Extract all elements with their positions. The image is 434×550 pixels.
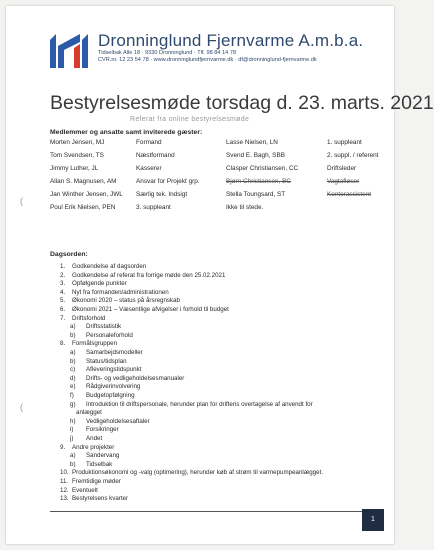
guest-name-2: Ikke til stede. [226, 204, 264, 211]
agenda-item-text: Eventuelt [72, 486, 98, 494]
agenda-item-text: anlægget [76, 409, 102, 417]
guest-name-2: Clasper Christiansen, CC [226, 165, 299, 172]
guest-row [6, 152, 394, 164]
guest-row [6, 139, 394, 151]
agenda-item-text: Andet [86, 435, 103, 442]
agenda-item-number: 1. [60, 263, 66, 270]
page-number: 1 [362, 509, 384, 531]
guest-row [6, 165, 394, 177]
guest-name: Allan S. Magnusen, AM [50, 178, 117, 185]
guest-row [6, 204, 394, 216]
agenda-item-text: Rådgiverinvolvering [86, 383, 141, 391]
agenda-item-number: b) [70, 331, 76, 339]
agenda-item-number: 11. [60, 478, 69, 485]
address-line-1: Tidselbak Alle 18 · 9330 Dronninglund · Tlf. 98 84 14 78 [98, 50, 237, 56]
agenda-item-number: 2. [60, 271, 66, 279]
agenda-item-number: b) [70, 357, 76, 365]
agenda-item-text: Tidselbak [86, 460, 113, 468]
agenda-item-text: Opfølgende punkter [72, 280, 127, 288]
agenda-item-text: Introduktion til driftspersonale, herunder plan for driftens overtagelse af anvendt for [86, 400, 313, 408]
agenda-item-text: Forsikringer [86, 426, 119, 434]
guest-row [6, 191, 394, 203]
guest-role: Ansvar for Projekt grp. [136, 178, 200, 185]
agenda-item-text: Driftsstatistik [86, 323, 122, 331]
agenda-item-number: g) [70, 400, 76, 408]
guest-name-2: Lasse Nielsen, LN [226, 139, 278, 146]
guests-heading: Medlemmer og ansatte samt inviterede gæster: [50, 129, 203, 136]
agenda-item-text: Godkendelse af referat fra forrige møde den 25.02.2021 [72, 271, 226, 279]
agenda-item-text: Økonomi 2020 – status på årsregnskab [72, 297, 181, 305]
agenda-item-text: Sandervang [86, 452, 120, 460]
agenda-item-text: Status/tidsplan [86, 357, 127, 365]
agenda-heading: Dagsorden: [50, 251, 88, 258]
guest-name: Tom Svendsen, TS [50, 152, 104, 159]
agenda-item-number: a) [70, 323, 76, 331]
agenda-item-text: Produktionsøkonomi og -valg (optimering), herunder køb af strøm til varmepumpeanlægget. [72, 469, 324, 477]
agenda-item-number: d) [70, 374, 76, 382]
guest-name-2: Svend E. Bagh, SBB [226, 152, 285, 159]
company-logo [50, 34, 88, 68]
agenda-item-number: a) [70, 452, 76, 460]
agenda-item-text: Driftsforhold [72, 314, 106, 322]
agenda-item-text: Andre projekter [72, 443, 115, 451]
guest-name-2-struck: Bjørn Christiansen, BC [226, 178, 291, 185]
margin-mark: ( [20, 402, 23, 412]
agenda-item-text: Budgetopfølgning [86, 392, 135, 399]
agenda-item-text: Samarbejdsmodeller [86, 349, 143, 356]
logo-bar-red [74, 44, 80, 68]
company-name: Dronninglund Fjernvarme A.m.b.a. [98, 31, 364, 50]
guest-role-2-struck: Kontorassistent [327, 191, 372, 198]
agenda-item-number: 13. [60, 495, 69, 503]
guest-role-2: Driftsleder [327, 165, 357, 172]
agenda-item-text: Godkendelse af dagsorden [72, 263, 147, 270]
document-page [6, 6, 434, 544]
agenda-item-number: h) [70, 417, 76, 425]
margin-mark: ( [20, 196, 23, 206]
agenda-item-number: b) [70, 460, 76, 468]
guest-role-2-struck: Vagtafløser [327, 178, 360, 185]
guest-role: Formand [136, 139, 162, 146]
guest-name: Jan Winther Jensen, JWL [50, 191, 123, 198]
guest-role: 3. suppleant [136, 204, 171, 211]
agenda-item-number: e) [70, 383, 76, 391]
guest-name-2: Stella Toungsard, ST [226, 191, 286, 198]
agenda-item-text: Fremtidige møder [72, 478, 121, 485]
agenda-item-number: 9. [60, 443, 66, 451]
logo-bar-left [50, 34, 56, 68]
agenda-item-text: Drifts- og vedligeholdelsesmanualer [86, 374, 185, 382]
agenda-item-text: Formålsgruppen [72, 340, 118, 348]
agenda-item-number: 3. [60, 280, 66, 288]
agenda-item-number: c) [70, 366, 76, 374]
agenda-item-text: Personaleforhold [86, 331, 133, 339]
agenda-item-number: j) [70, 435, 74, 442]
guest-row [6, 178, 394, 190]
agenda-item-number: i) [70, 426, 74, 434]
agenda-item [6, 495, 346, 504]
guest-role-2: 2. suppl. / referent [327, 152, 379, 159]
address-line-2: CVR.nr. 12 23 54 78 · www.dronninglundfjernvarme.dk · df@dronninglund-fjernvarme.dk [98, 57, 317, 63]
agenda-item-text: Afleveringstidspunkt [86, 366, 142, 374]
document-title: Bestyrelsesmøde torsdag d. 23. marts. 2021 [50, 92, 434, 114]
agenda-item-text: Økonomi 2021 – Væsentlige afvigelser i forhold til budget [72, 306, 229, 313]
document-subtitle: Referat fra online bestyrelsesmøde [130, 116, 250, 123]
logo-bar-right [82, 34, 88, 68]
guest-role-2: 1. suppleant [327, 139, 362, 146]
footer-rule [50, 511, 362, 512]
agenda-item-text: Vedligeholdelsesaftaler [86, 417, 150, 425]
guest-role: Særlig tek. Indsigt [136, 191, 188, 198]
agenda-item-number: 10. [60, 469, 69, 477]
guest-name: Jimmy Luther, JL [50, 165, 99, 172]
guest-name: Poul Erik Nielsen, PEN [50, 204, 116, 211]
agenda-item-text: Nyt fra formanden/administrationen [72, 288, 169, 296]
guest-role: Næstformand [136, 152, 175, 159]
agenda-item-number: 5. [60, 297, 66, 305]
agenda-item-number: 7. [60, 314, 66, 322]
agenda-item-number: 4. [60, 288, 66, 296]
agenda-item-number: a) [70, 349, 76, 356]
agenda-item-number: 12. [60, 486, 69, 494]
agenda-item-text: Bestyrelsens kvarter [72, 495, 129, 503]
agenda-item-number: f) [70, 392, 74, 399]
agenda-item-number: 6. [60, 306, 66, 313]
guest-role: Kasserer [136, 165, 162, 172]
guest-name: Morten Jensen, MJ [50, 139, 105, 146]
agenda-item-number: 8. [60, 340, 66, 348]
